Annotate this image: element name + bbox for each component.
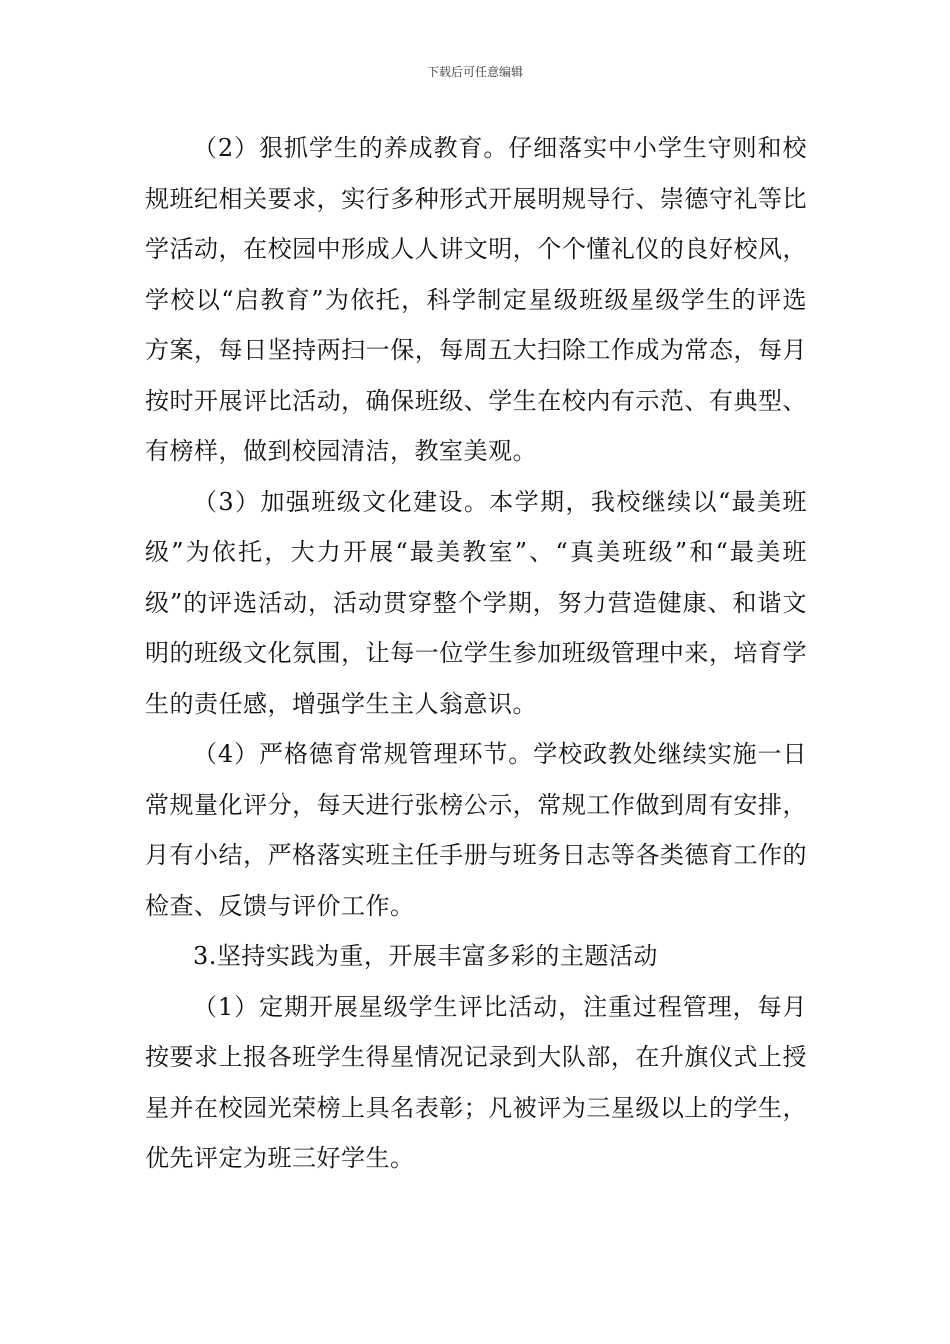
paragraph-routine-management: （4）严格德育常规管理环节。学校政教处继续实施一日常规量化评分，每天进行张榜公示，常规工作做到周有安排，月有小结，严格落实班主任手册与班务日志等各类德育工作的检查、反馈与评价工作。 xyxy=(145,740,807,920)
paragraph-star-student: （1）定期开展星级学生评比活动，注重过程管理，每月按要求上报各班学生得星情况记录到大队部，在升旗仪式上授星并在校园光荣榜上具名表彰；凡被评为三星级以上的学生，优先评定为班三好学生。 xyxy=(145,992,807,1172)
paragraph-class-culture: （3）加强班级文化建设。本学期，我校继续以“最美班级”为依托，大力开展“最美教室”、“真美班级”和“最美班级”的评选活动，活动贯穿整个学期，努力营造健康、和谐文明的班级文化氛围，让每一位学生参加班级管理中来，培育学生的责任感，增强学生主人翁意识。 xyxy=(145,487,807,718)
paragraph-habit-education: （2）狠抓学生的养成教育。仔细落实中小学生守则和校规班纪相关要求，实行多种形式开展明规导行、崇德守礼等比学活动，在校园中形成人人讲文明，个个懂礼仪的良好校风，学校以“启教育”为依托，科学制定星级班级星级学生的评选方案，每日坚持两扫一保，每周五大扫除工作成为常态，每月按时开展评比活动，确保班级、学生在校内有示范、有典型、有榜样，做到校园清洁，教室美观。 xyxy=(145,134,807,465)
document-body xyxy=(145,123,807,1184)
page-header: 下载后可任意编辑 xyxy=(426,65,523,79)
section-heading-activities: 3.坚持实践为重，开展丰富多彩的主题活动 xyxy=(193,942,658,970)
